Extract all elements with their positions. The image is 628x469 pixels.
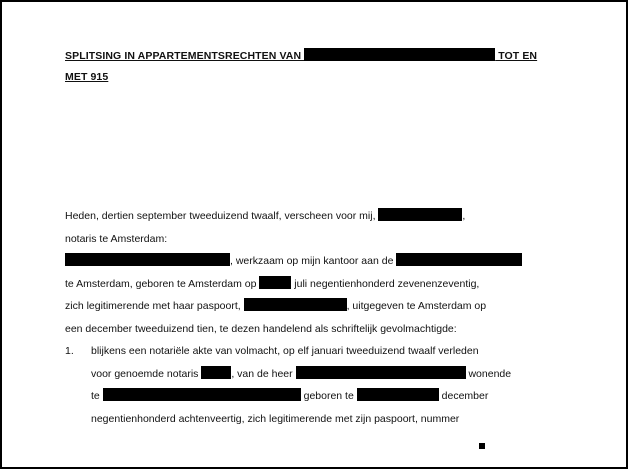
redaction-bar [304, 48, 495, 61]
document-title [65, 46, 545, 88]
item-line-4: negentienhonderd achtenveertig, zich legitimerende met zijn paspoort, nummer [91, 412, 460, 425]
redaction-bar [378, 208, 462, 221]
redaction-bar [244, 298, 347, 311]
deed-body [65, 205, 565, 340]
item-number: 1. [65, 345, 74, 357]
body-line-5: zich legitimerende met haar paspoort, , uitgegeven te Amsterdam op [65, 300, 487, 312]
body-line-3: , werkzaam op mijn kantoor aan de [65, 250, 565, 273]
item-body [91, 340, 551, 430]
redaction-bar [357, 388, 439, 401]
redaction-bar [259, 276, 291, 289]
marker-square [479, 443, 485, 449]
redaction-bar [103, 388, 301, 401]
title-line-2: MET 915 [65, 71, 109, 83]
body-line-2: notaris te Amsterdam: [65, 232, 168, 245]
body-line-6: een december tweeduizend tien, te dezen handelend als schriftelijk gevolmachtigde: [65, 322, 457, 335]
item-line-2: voor genoemde notaris , van de heer wonende [91, 367, 512, 380]
redaction-bar [296, 366, 466, 379]
redaction-bar [396, 253, 522, 266]
body-line-4: te Amsterdam, geboren te Amsterdam op juli negentienhonderd zevenenzeventig, [65, 277, 480, 290]
item-line-3: te geboren te december [91, 390, 489, 402]
body-line-1: Heden, dertien september tweeduizend twaalf, verscheen voor mij, , [65, 210, 466, 222]
title-line-1: SPLITSING IN APPARTEMENTSRECHTEN VAN TOT EN [65, 50, 538, 62]
item-line-1: blijkens een notariële akte van volmacht, op elf januari tweeduizend twaalf verleden [91, 345, 479, 357]
redaction-bar [65, 253, 230, 266]
redaction-bar [201, 366, 231, 379]
